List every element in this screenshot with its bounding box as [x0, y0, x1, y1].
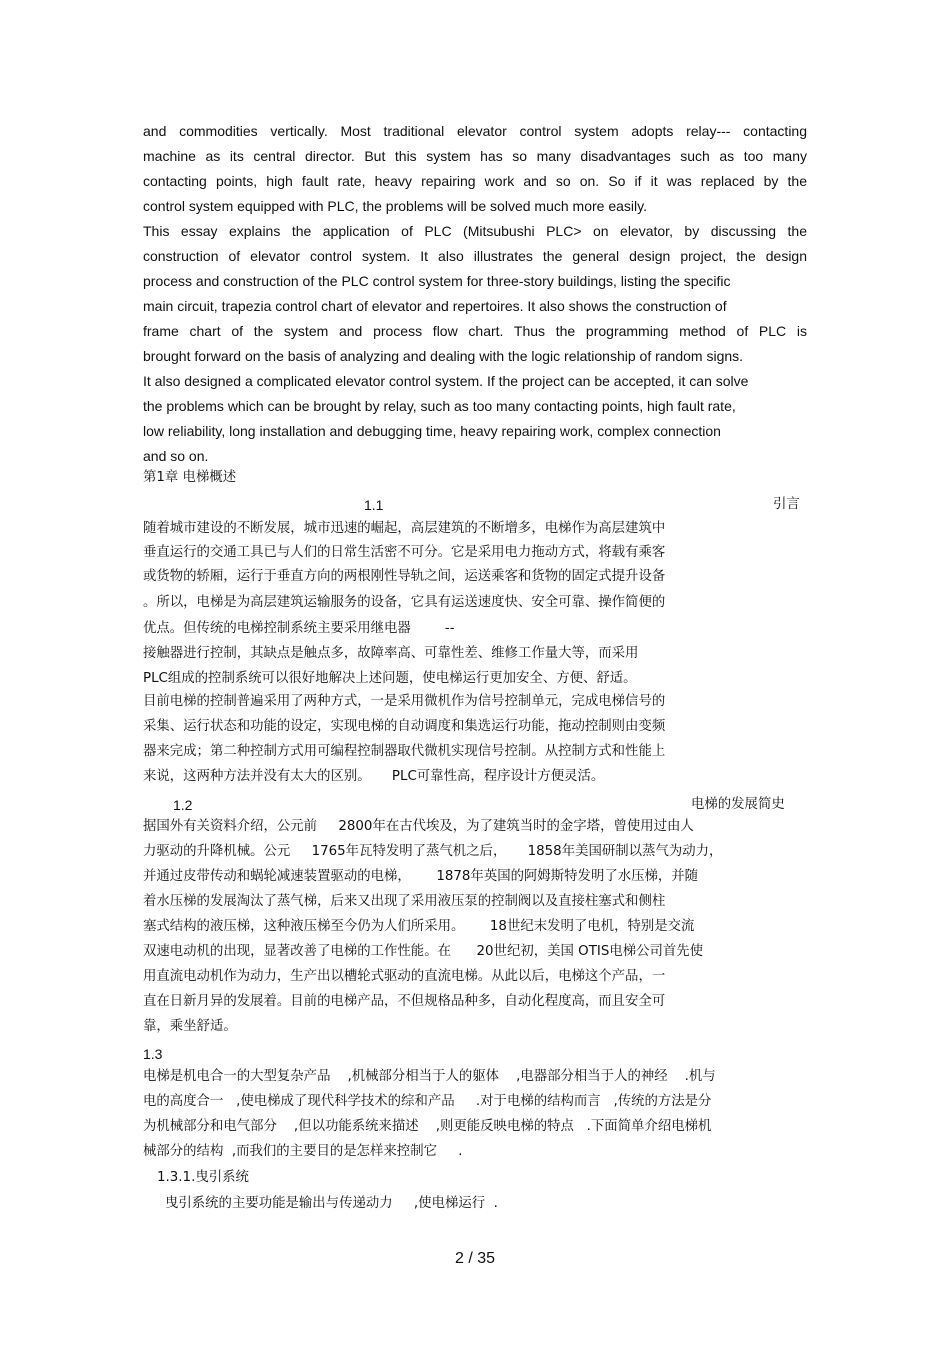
section-number: 1.2	[173, 797, 193, 813]
body-line: 优点。但传统的电梯控制系统主要采用继电器 --	[143, 621, 455, 636]
body-line: 电梯是机电合一的大型复杂产品 ,机械部分相当于人的躯体 ,电器部分相当于人的神经 .机与	[143, 1069, 716, 1084]
body-line: 器来完成；第二种控制方式用可编程控制器取代微机实现信号控制。从控制方式和性能上	[143, 744, 666, 759]
body-line: 采集、运行状态和功能的设定，实现电梯的自动调度和集选运行功能，拖动控制则由变频	[143, 719, 666, 734]
abstract-line: brought forward on the basis of analyzing and dealing with the logic relationship of random signs.	[143, 348, 744, 364]
abstract-line: construction of elevator control system. It also illustrates the general design project, the design	[143, 248, 807, 264]
body-line: 来说，这两种方法并没有太大的区别。 PLC可靠性高，程序设计方便灵活。	[143, 769, 605, 784]
abstract-line: and so on.	[143, 448, 209, 464]
body-line: 双速电动机的出现，显著改善了电梯的工作性能。在 20世纪初，美国 OTIS电梯公司首先使	[143, 944, 704, 959]
body-line: 。所以，电梯是为高层建筑运输服务的设备，它具有运送速度快、安全可靠、操作简便的	[143, 595, 666, 610]
abstract-line: process and construction of the PLC control system for three-story buildings, listing the specific	[143, 273, 731, 289]
abstract-line: frame chart of the system and process flow chart. Thus the programming method of PLC is	[143, 323, 807, 339]
chapter-title: 第1章 电梯概述	[143, 470, 237, 485]
subsection-title: 1.3.1.曳引系统	[157, 1170, 249, 1185]
abstract-line: and commodities vertically. Most traditional elevator control system adopts relay--- contacting	[143, 123, 807, 139]
body-line: 着水压梯的发展淘汰了蒸气梯，后来又出现了采用液压泵的控制阀以及直接柱塞式和侧柱	[143, 894, 666, 909]
section-number: 1.3	[143, 1046, 163, 1062]
abstract-line: the problems which can be brought by relay, such as too many contacting points, high fault rate,	[143, 398, 736, 414]
abstract-line: It also designed a complicated elevator control system. If the project can be accepted, it can solve	[143, 373, 749, 389]
section-title: 电梯的发展简史	[691, 797, 785, 812]
body-line: 曳引系统的主要功能是输出与传递动力 ,使电梯运行 .	[165, 1196, 498, 1211]
body-line: 目前电梯的控制普遍采用了两种方式，一是采用微机作为信号控制单元，完成电梯信号的	[143, 694, 666, 709]
page-number: 2 / 35	[454, 1250, 496, 1267]
body-line: 并通过皮带传动和蜗轮减速装置驱动的电梯， 1878年英国的阿姆斯特发明了水压梯，并随	[143, 869, 699, 884]
abstract-line: This essay explains the application of PLC (Mitsubushi PLC> on elevator, by discussing the	[143, 223, 807, 239]
body-line: 力驱动的升降机械。公元 1765年瓦特发明了蒸气机之后， 1858年美国研制以蒸气为动力，	[143, 844, 723, 859]
abstract-line: contacting points, high fault rate, heavy repairing work and so on. So if it was replaced by the	[143, 173, 807, 189]
body-line: 塞式结构的液压梯，这种液压梯至今仍为人们所采用。 18世纪末发明了电机，特别是交流	[143, 919, 695, 934]
abstract-line: main circuit, trapezia control chart of elevator and repertoires. It also shows the construction of	[143, 298, 727, 314]
abstract-line: low reliability, long installation and debugging time, heavy repairing work, complex connection	[143, 423, 721, 439]
body-line: 用直流电动机作为动力，生产出以槽轮式驱动的直流电梯。从此以后，电梯这个产品，一	[143, 969, 666, 984]
body-line: 随着城市建设的不断发展，城市迅速的崛起，高层建筑的不断增多，电梯作为高层建筑中	[143, 521, 666, 536]
body-line: 或货物的轿厢，运行于垂直方向的两根刚性导轨之间，运送乘客和货物的固定式提升设备	[143, 569, 666, 584]
section-title: 引言	[773, 497, 800, 512]
body-line: 直在日新月异的发展着。目前的电梯产品，不但规格品种多，自动化程度高，而且安全可	[143, 994, 666, 1009]
body-line: PLC组成的控制系统可以很好地解决上述问题，使电梯运行更加安全、方便、舒适。	[143, 671, 637, 686]
body-line: 据国外有关资料介绍，公元前 2800年在古代埃及，为了建筑当时的金字塔，曾使用过由人	[143, 819, 694, 834]
abstract-line: control system equipped with PLC, the problems will be solved much more easily.	[143, 198, 647, 214]
body-line: 电的高度合一 ,使电梯成了现代科学技术的综和产品 .对于电梯的结构而言 ,传统的方法是分	[143, 1094, 712, 1109]
body-line: 械部分的结构 ,而我们的主要目的是怎样来控制它 .	[143, 1144, 463, 1159]
abstract-line: machine as its central director. But this system has so many disadvantages such as too many	[143, 148, 807, 164]
body-line: 垂直运行的交通工具已与人们的日常生活密不可分。它是采用电力拖动方式，将载有乘客	[143, 545, 666, 560]
body-line: 靠，乘坐舒适。	[143, 1019, 237, 1034]
body-line: 为机械部分和电气部分 ,但以功能系统来描述 ,则更能反映电梯的特点 .下面简单介绍电梯机	[143, 1119, 712, 1134]
section-number: 1.1	[364, 497, 384, 513]
body-line: 接触器进行控制，其缺点是触点多，故障率高、可靠性差、维修工作量大等，而采用	[143, 646, 639, 661]
